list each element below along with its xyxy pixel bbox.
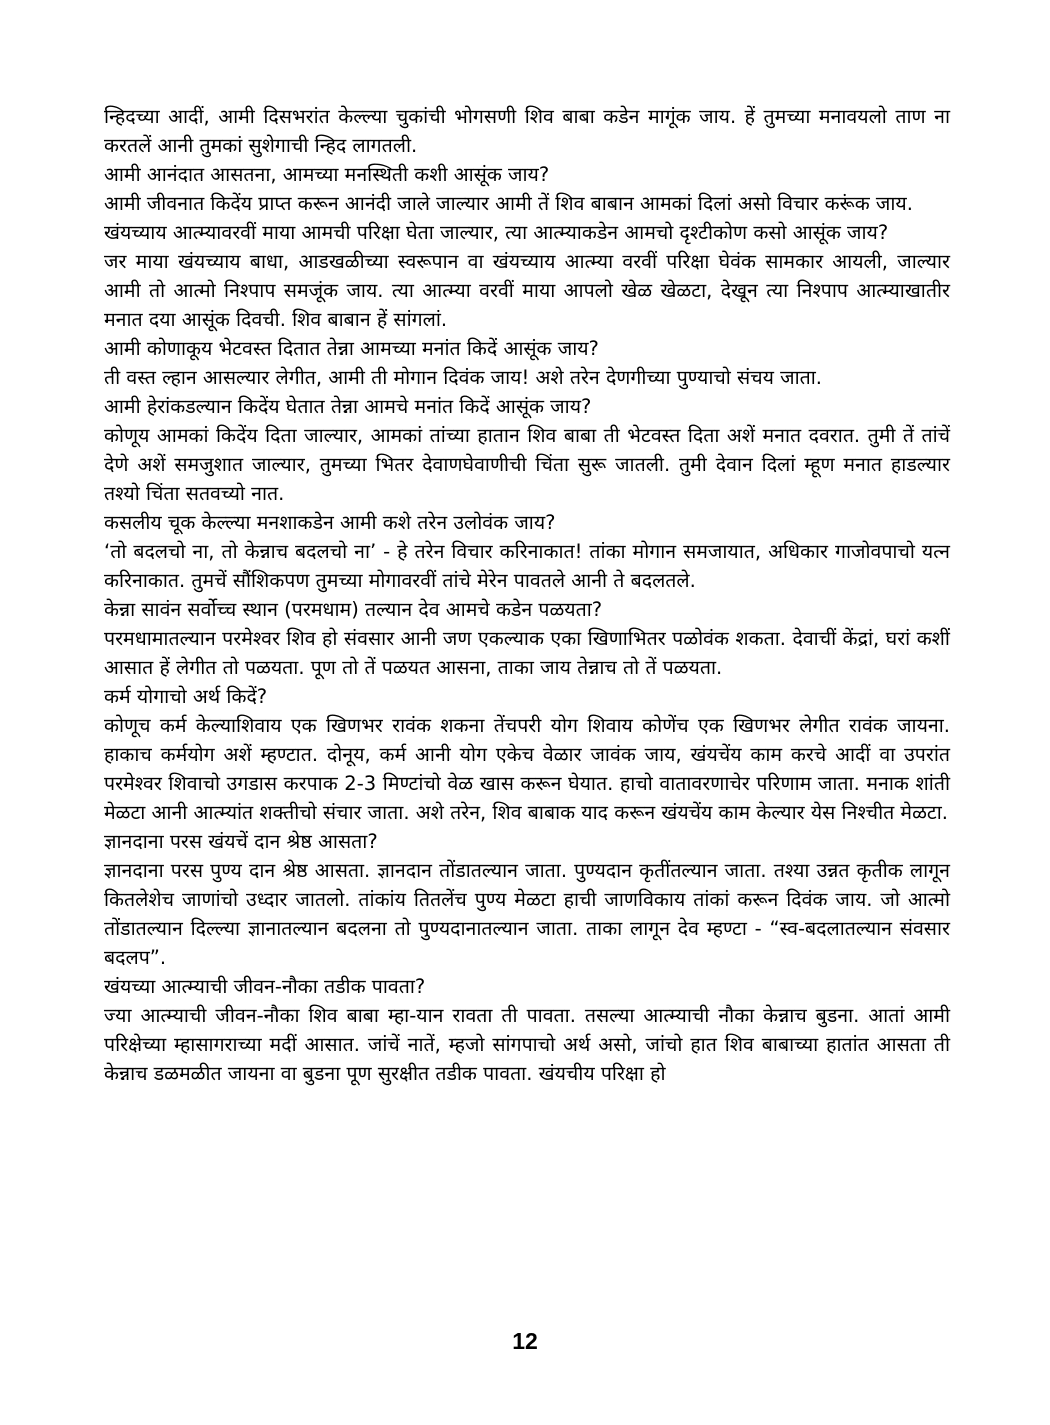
question: आमी आनंदात आसतना, आमच्या मनस्थिती कशी आसूंक जाय? [104,163,550,186]
paragraph: ‘तो बदलचो ना, तो केन्नाच बदलचो ना’ - हे तरेन विचार करिनाकात! तांका मोगान समजायात, अधिकार गाजोवपाचो यत्न करिनाकात. तुमचें सौंशिकपण तुमच्या मोगावरवीं तांचे मेरेन पावतले आनी ते बदलतले. [104,540,950,592]
question: ज्ञानदाना परस खंयचें दान श्रेष्ठ आसता? [104,830,378,853]
question: कसलीय चूक केल्ल्या मनशाकडेन आमी कशे तरेन उलोवंक जाय? [104,511,556,534]
question: खंयच्या आत्म्याची जीवन-नौका तडीक पावता? [104,975,426,998]
page-number: 12 [512,1328,538,1354]
paragraph: ज्या आत्म्याची जीवन-नौका शिव बाबा म्हा-यान रावता ती पावता. तसल्या आत्म्याची नौका केन्नाच बुडना. आतां आमी परिक्षेच्या म्हासागराच्या मदीं आसात. जांचें नातें, म्हजो सांगपाचो अर्थ असो, जांचो हात शिव बाबाच्या हातांत आसता ती केन्नाच डळमळीत जायना वा बुडना पूण सुरक्षीत तडीक पावता. खंयचीय परिक्षा हो [104,1004,950,1085]
paragraph: आमी जीवनात किदेंय प्राप्त करून आनंदी जाले जाल्यार आमी तें शिव बाबान आमकां दिलां असो विचार करूंक जाय. [104,192,913,215]
question: केन्ना सावंन सर्वोच्च स्थान (परमधाम) तल्यान देव आमचे कडेन पळयता? [104,598,603,621]
page-body [104,102,950,1088]
paragraph: परमधामातल्यान परमेश्वर शिव हो संवसार आनी जण एकल्याक एका खिणाभितर पळोवंक शकता. देवाचीं केंद्रां, घरां कशीं आसात हें लेगीत तो पळयता. पूण तो तें पळयत आसना, ताका जाय तेन्नाच तो तें पळयता. [104,627,950,679]
question: खंयच्याय आत्म्यावरवीं माया आमची परिक्षा घेता जाल्यार, त्या आत्म्याकडेन आमचो दृश्टीकोण कसो आसूंक जाय? [104,221,889,244]
question: आमी कोणाकूय भेटवस्त दितात तेन्ना आमच्या मनांत किदें आसूंक जाय? [104,337,599,360]
paragraph: जर माया खंयच्याय बाधा, आडखळीच्या स्वरूपान वा खंयच्याय आत्म्या वरवीं परिक्षा घेवंक सामकार आयली, जाल्यार आमी तो आत्मो निश्पाप समजूंक जाय. त्या आत्म्या वरवीं माया आपलो खेळ खेळटा, देखून त्या निश्पाप आत्म्याखातीर मनात दया आसूंक दिवची. शिव बाबान हें सांगलां. [104,250,950,331]
question: कर्म योगाचो अर्थ किदें? [104,685,268,708]
paragraph: ती वस्त ल्हान आसल्यार लेगीत, आमी ती मोगान दिवंक जाय! अशे तरेन देणगीच्या पुण्याचो संचय जाता. [104,366,823,389]
paragraph: न्हिदच्या आदीं, आमी दिसभरांत केल्ल्या चुकांची भोगसणी शिव बाबा कडेन मागूंक जाय. हें तुमच्या मनावयलो ताण ना करतलें आनी तुमकां सुशेगाची न्हिद लागतली. [104,105,950,157]
question: आमी हेरांकडल्यान किदेंय घेतात तेन्ना आमचे मनांत किदें आसूंक जाय? [104,395,592,418]
paragraph: कोणूय आमकां किदेंय दिता जाल्यार, आमकां तांच्या हातान शिव बाबा ती भेटवस्त दिता अशें मनात दवरात. तुमी तें तांचें देणे अशें समजुशात जाल्यार, तुमच्या भितर देवाणघेवाणीची चिंता सुरू जातली. तुमी देवान दिलां म्हूण मनात हाडल्यार तश्यो चिंता सतवच्यो नात. [104,424,950,505]
paragraph: ज्ञानदाना परस पुण्य दान श्रेष्ठ आसता. ज्ञानदान तोंडातल्यान जाता. पुण्यदान कृतींतल्यान जाता. तश्या उन्नत कृतीक लागून कितलेशेच जाणांचो उध्दार जातलो. तांकांय तितलेंच पुण्य मेळटा हाची जाणविकाय तांकां करून दिवंक जाय. जो आत्मो तोंडातल्यान दिल्ल्या ज्ञानातल्यान बदलना तो पुण्यदानातल्यान जाता. ताका लागून देव म्हण्टा - “स्व-बदलातल्यान संवसार बदलप”. [104,859,950,969]
paragraph: कोणूच कर्म केल्याशिवाय एक खिणभर रावंक शकना तेंचपरी योग शिवाय कोणेंच एक खिणभर लेगीत रावंक जायना. हाकाच कर्मयोग अशें म्हण्टात. दोनूय, कर्म आनी योग एकेच वेळार जावंक जाय, खंयचेंय काम करचे आदीं वा उपरांत परमेश्वर शिवाचो उगडास करपाक 2-3 मिण्टांचो वेळ खास करून घेयात. हाचो वातावरणाचेर परिणाम जाता. मनाक शांती मेळटा आनी आत्म्यांत शक्तीचो संचार जाता. अशे तरेन, शिव बाबाक याद करून खंयचेंय काम केल्यार येस निश्चीत मेळटा. [104,714,950,824]
